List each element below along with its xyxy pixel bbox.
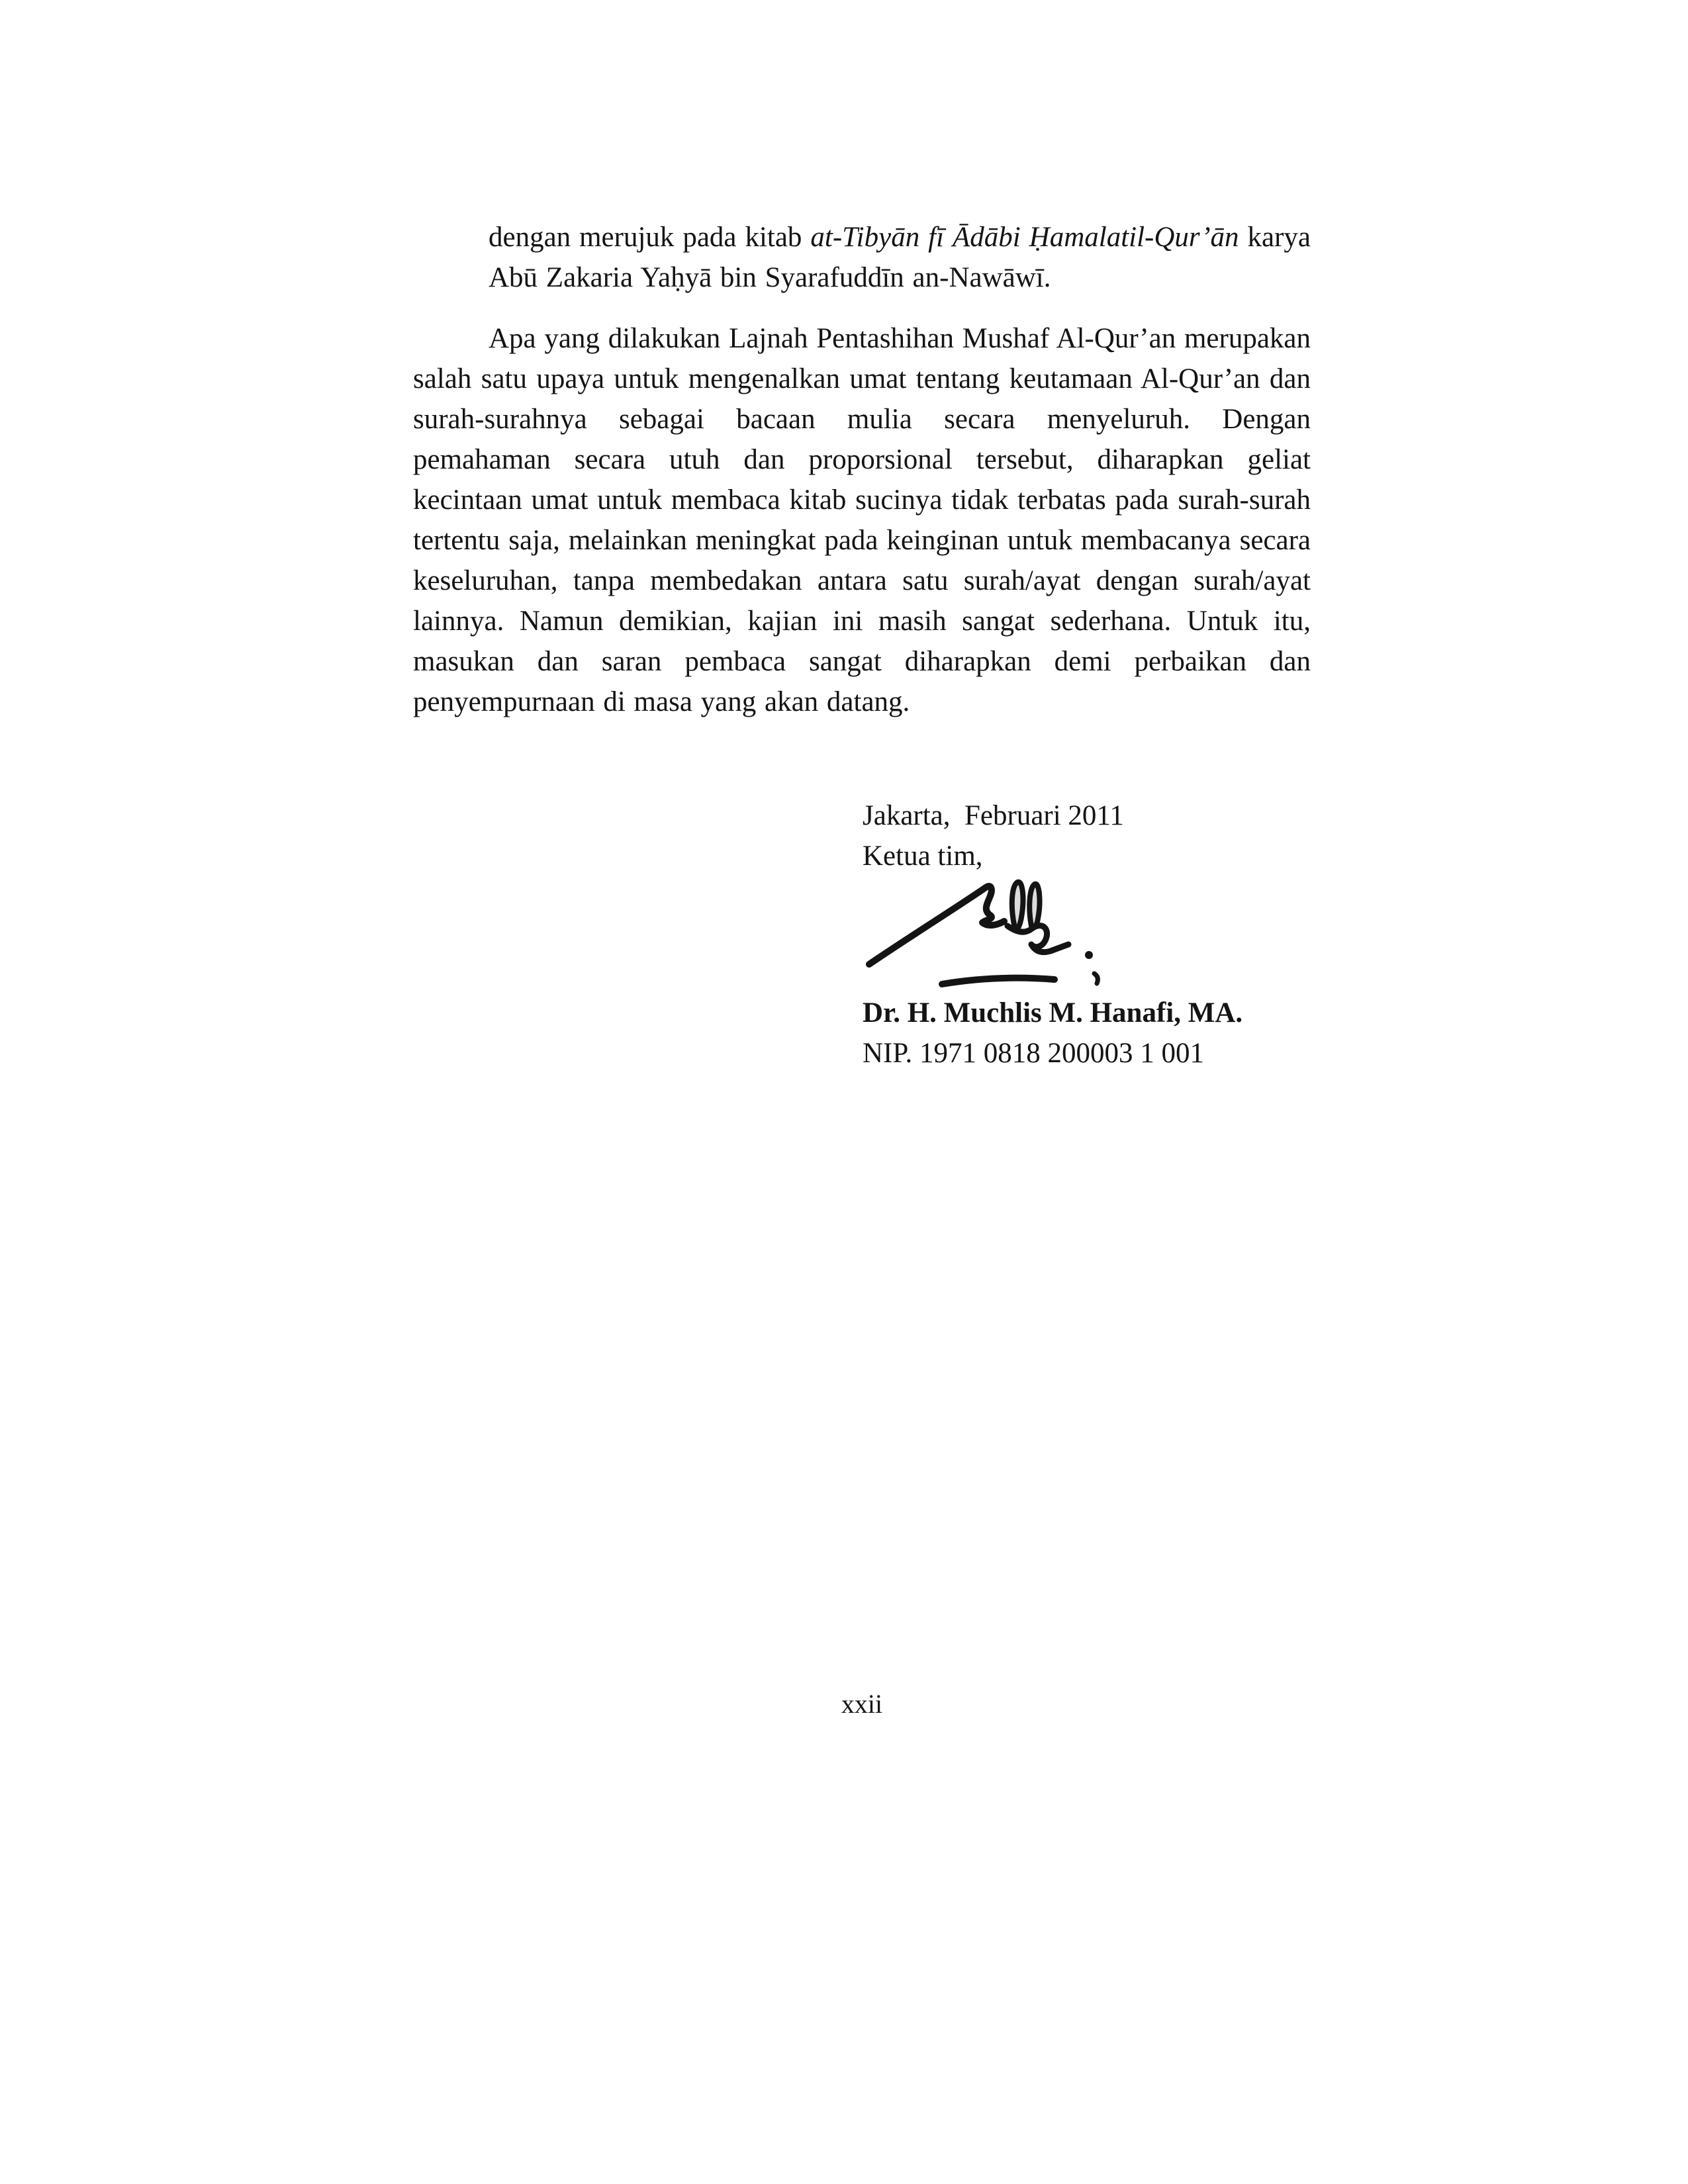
nip-line: NIP. 1971 0818 200003 1 001 [863,1038,1205,1069]
page-number: xxii [841,1689,883,1719]
place-date-line: Jakarta, Februari 2011 [863,800,1124,831]
fragment-text-after: karya Abū Zakaria Yaḥyā bin Syarafuddīn an-Nawāwī. [489,222,1311,293]
signer-name-line: Dr. H. Muchlis M. Hanafi, MA. [863,997,1243,1028]
paragraph-fragment [489,217,1311,298]
fragment-text-before: dengan merujuk pada kitab [489,222,811,253]
role-line: Ketua tim, [863,841,983,872]
body-paragraph: Apa yang dilakukan Lajnah Pentashihan Mushaf Al-Qur’an merupakan salah satu upaya untuk mengenalkan umat tentang keutamaan Al-Qur’an dan surah-surahnya sebagai bacaan mulia secara menyeluruh. Dengan pemahaman secara utuh dan proporsional tersebut, diharapkan geliat kecintaan umat untuk membaca kitab sucinya tidak terbatas pada surah-surah tertentu saja, melainkan meningkat pada keinginan untuk membacanya secara keseluruhan, tanpa membedakan antara satu surah/ayat dengan surah/ayat lainnya. Namun demikian, kajian ini masih sangat sederhana. Untuk itu, masukan dan saran pembaca sangat diharapkan demi perbaikan dan penyempurnaan di masa yang akan datang. [413,323,1311,717]
text-block [413,217,1311,722]
signature-block [863,796,1366,1073]
book-title-italic: at-Tibyān fī Ādābi Ḥamalatil-Qur’ān [810,222,1239,253]
signature-scribble-icon [865,879,1101,990]
handwritten-signature [865,879,1366,993]
